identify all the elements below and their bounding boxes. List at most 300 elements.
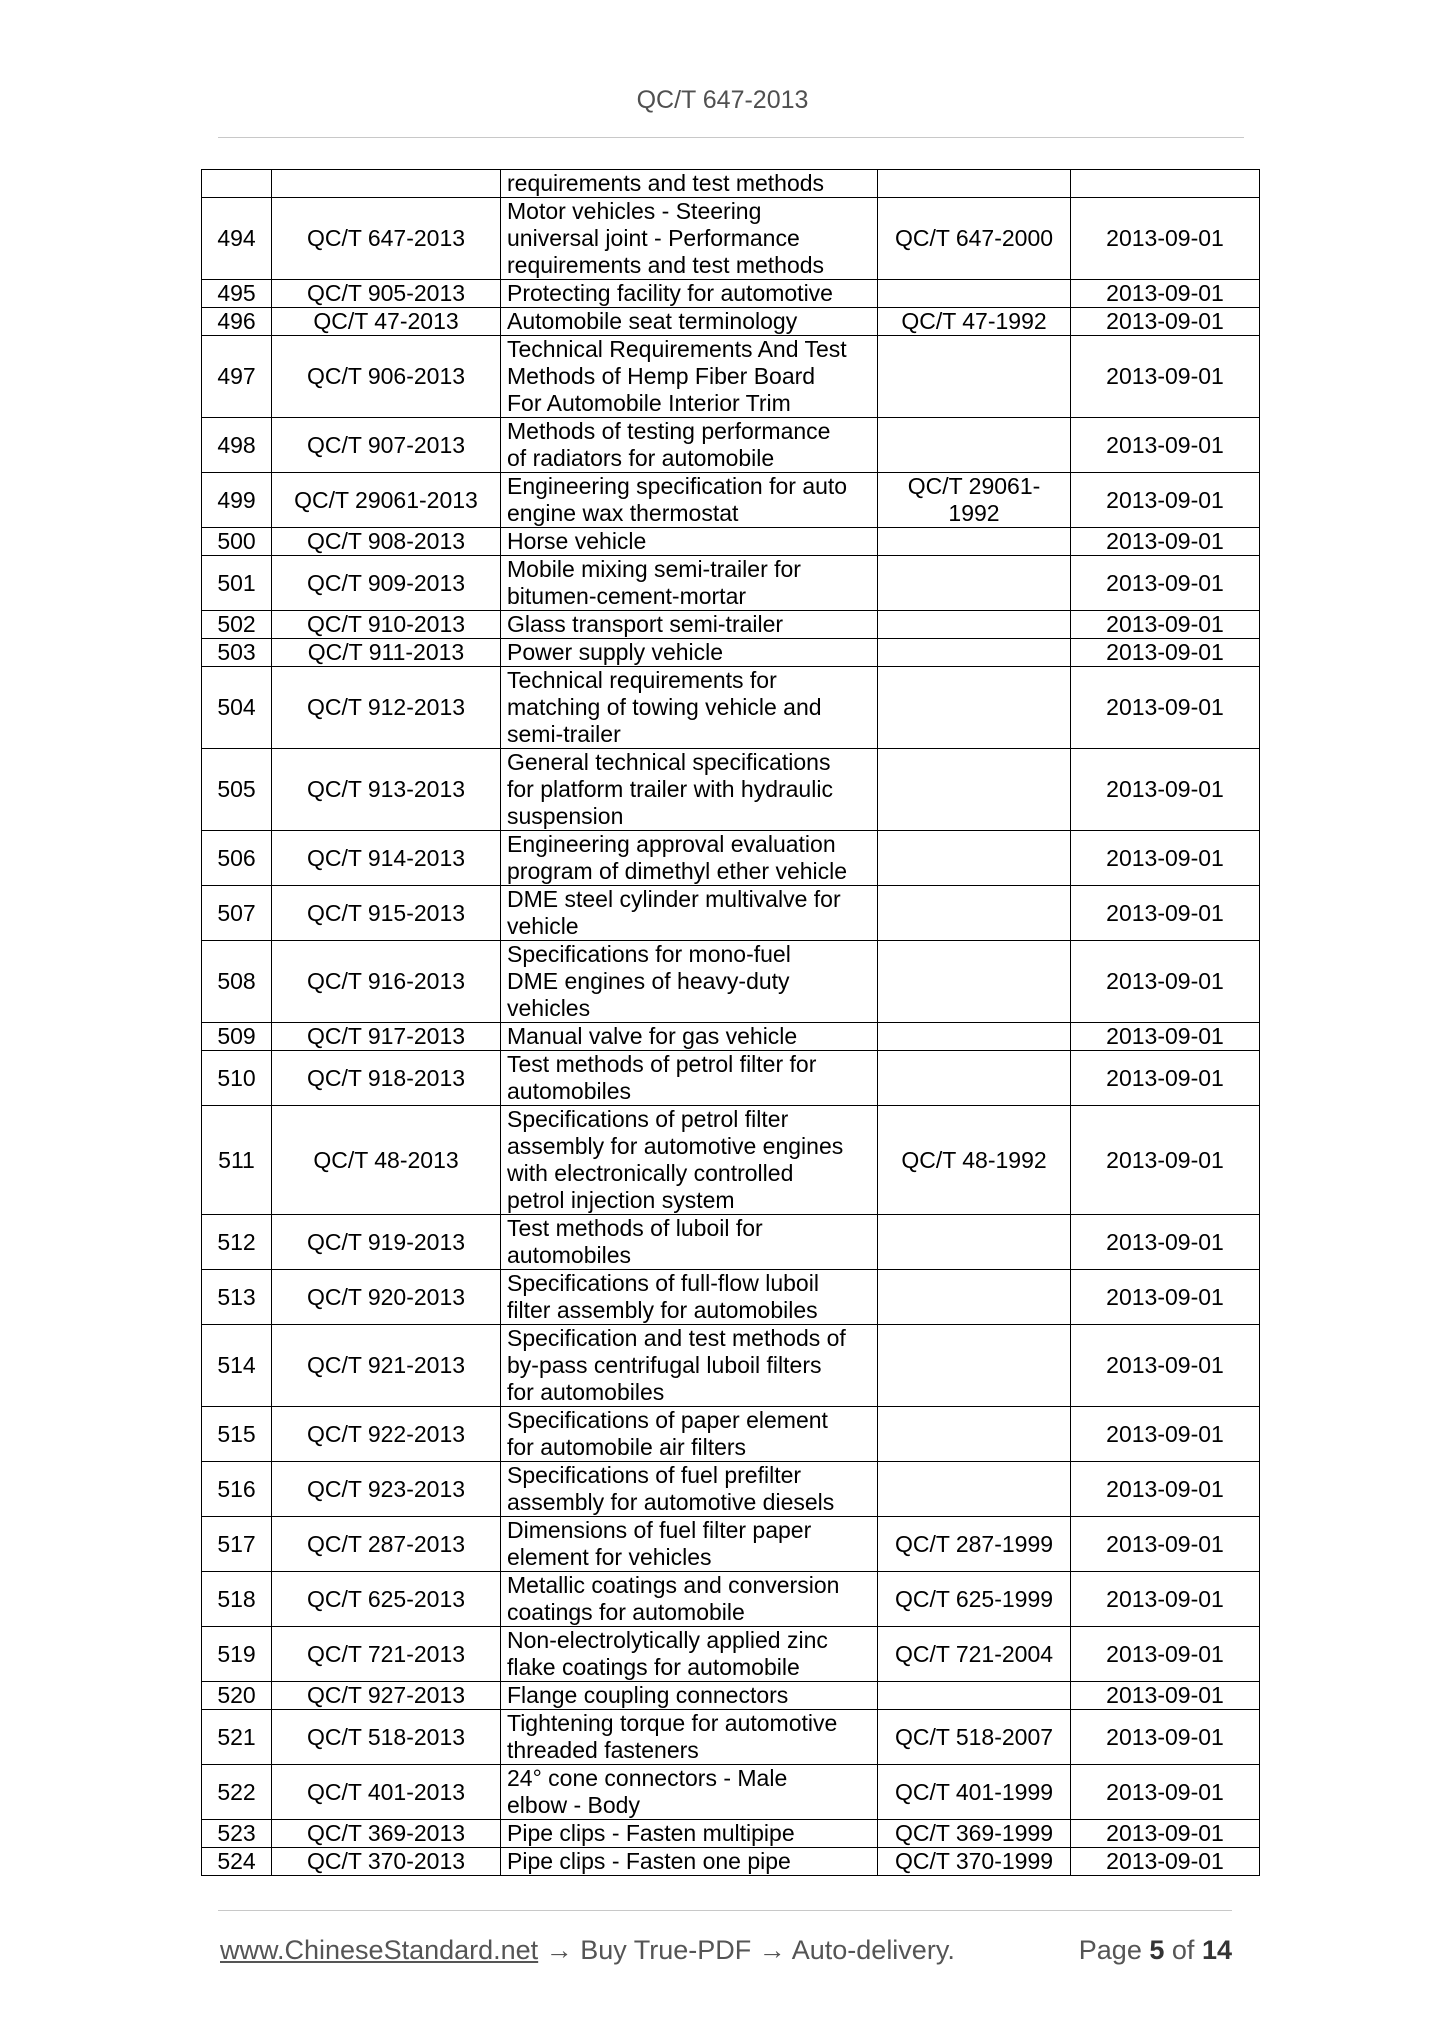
website-link[interactable]: www.ChineseStandard.net xyxy=(220,1935,539,1965)
standard-name-line: Tightening torque for automotive xyxy=(507,1710,838,1736)
row-number-cell xyxy=(202,1765,272,1820)
standard-name-cell xyxy=(501,1106,878,1215)
standard-code: QC/T 914-2013 xyxy=(306,844,466,871)
implementation-date: 2013-09-01 xyxy=(1106,776,1224,802)
implementation-date: 2013-09-01 xyxy=(1106,968,1224,994)
implementation-date-cell xyxy=(1071,1517,1260,1572)
table-row xyxy=(202,1023,1260,1051)
table-row xyxy=(202,1106,1260,1215)
standard-name-line: Pipe clips - Fasten multipipe xyxy=(507,1820,795,1846)
standard-code: QC/T 917-2013 xyxy=(306,1023,466,1049)
replaced-standard-cell xyxy=(878,1820,1071,1848)
row-number: 519 xyxy=(217,1640,256,1667)
implementation-date-cell xyxy=(1071,556,1260,611)
standard-name-line: Flange coupling connectors xyxy=(507,1682,789,1708)
row-number-cell xyxy=(202,1023,272,1051)
standard-code: QC/T 922-2013 xyxy=(306,1420,466,1447)
replaced-standard-cell xyxy=(878,336,1071,418)
row-number-cell xyxy=(202,1517,272,1572)
implementation-date: 2013-09-01 xyxy=(1106,1530,1224,1557)
standard-name-line: Glass transport semi-trailer xyxy=(507,611,784,637)
row-number: 502 xyxy=(217,611,256,637)
standards-table xyxy=(201,169,1260,1876)
standard-name-line: General technical specifications xyxy=(507,749,831,775)
implementation-date-cell xyxy=(1071,611,1260,639)
table-row xyxy=(202,473,1260,528)
standard-name-line: for automobiles xyxy=(507,1379,665,1405)
standard-name-cell xyxy=(501,749,878,831)
implementation-date: 2013-09-01 xyxy=(1106,639,1224,665)
standard-name-line: automobiles xyxy=(507,1242,632,1268)
replaced-standard-cell xyxy=(878,1682,1071,1710)
table-row xyxy=(202,831,1260,886)
row-number: 497 xyxy=(217,363,256,389)
standard-code-cell xyxy=(272,1106,501,1215)
standard-name-line: Specifications of paper element xyxy=(507,1407,828,1433)
standard-name-cell xyxy=(501,1215,878,1270)
standard-name-cell xyxy=(501,1820,878,1848)
table-row xyxy=(202,308,1260,336)
replaced-standard-line: QC/T 401-1999 xyxy=(894,1778,1054,1805)
table-row xyxy=(202,198,1260,280)
standard-code: QC/T 920-2013 xyxy=(306,1283,466,1310)
standard-name-line: for automobile air filters xyxy=(507,1434,747,1460)
replaced-standard-cell xyxy=(878,831,1071,886)
replaced-standard-line: QC/T 29061- xyxy=(907,473,1041,499)
row-number: 524 xyxy=(217,1848,256,1874)
replaced-standard-cell xyxy=(878,556,1071,611)
implementation-date-cell xyxy=(1071,336,1260,418)
table-row xyxy=(202,1407,1260,1462)
implementation-date: 2013-09-01 xyxy=(1106,280,1224,306)
implementation-date-cell xyxy=(1071,1462,1260,1517)
header-divider xyxy=(218,137,1244,138)
table-row xyxy=(202,611,1260,639)
implementation-date-cell xyxy=(1071,528,1260,556)
standard-name-cell xyxy=(501,556,878,611)
row-number-cell xyxy=(202,941,272,1023)
standard-code-cell xyxy=(272,1765,501,1820)
standard-name-cell xyxy=(501,1407,878,1462)
implementation-date-cell xyxy=(1071,418,1260,473)
table-row xyxy=(202,1517,1260,1572)
standard-code: QC/T 29061-2013 xyxy=(294,486,478,513)
standard-name-cell xyxy=(501,1682,878,1710)
standard-code: QC/T 911-2013 xyxy=(307,639,465,665)
implementation-date-cell xyxy=(1071,1051,1260,1106)
replaced-standard-line: QC/T 647-2000 xyxy=(894,225,1054,251)
row-number: 506 xyxy=(217,844,256,871)
replaced-standard-cell xyxy=(878,528,1071,556)
row-number: 521 xyxy=(217,1723,256,1750)
standard-code-cell xyxy=(272,611,501,639)
standard-name-line: assembly for automotive diesels xyxy=(507,1489,835,1515)
standard-code-cell xyxy=(272,1572,501,1627)
row-number: 508 xyxy=(217,968,256,994)
replaced-standard-cell xyxy=(878,1848,1071,1876)
implementation-date: 2013-09-01 xyxy=(1106,1420,1224,1447)
standard-code-cell xyxy=(272,198,501,280)
row-number-cell xyxy=(202,1682,272,1710)
row-number-cell xyxy=(202,1710,272,1765)
standard-code-cell xyxy=(272,886,501,941)
standard-code: QC/T 47-2013 xyxy=(313,308,459,334)
standard-code-cell xyxy=(272,941,501,1023)
row-number-cell xyxy=(202,1270,272,1325)
table-row xyxy=(202,1215,1260,1270)
footer-divider xyxy=(218,1910,1232,1911)
row-number-cell xyxy=(202,556,272,611)
standard-name-cell xyxy=(501,280,878,308)
standard-code: QC/T 401-2013 xyxy=(306,1778,466,1805)
row-number: 516 xyxy=(217,1475,256,1502)
implementation-date: 2013-09-01 xyxy=(1106,363,1224,389)
row-number-cell xyxy=(202,280,272,308)
standard-name-line: requirements and test methods xyxy=(507,170,825,196)
standard-name-line: Engineering specification for auto xyxy=(507,473,848,499)
table-row xyxy=(202,556,1260,611)
standard-code-cell xyxy=(272,749,501,831)
standard-code-cell xyxy=(272,473,501,528)
row-number-cell xyxy=(202,1820,272,1848)
implementation-date-cell xyxy=(1071,1572,1260,1627)
standard-code-cell xyxy=(272,1051,501,1106)
standard-name-line: Methods of testing performance xyxy=(507,418,831,444)
standard-code: QC/T 909-2013 xyxy=(306,569,466,596)
row-number-cell xyxy=(202,473,272,528)
standard-name-line: Technical Requirements And Test xyxy=(507,336,847,362)
implementation-date: 2013-09-01 xyxy=(1106,1640,1224,1667)
standard-name-line: Non-electrolytically applied zinc xyxy=(507,1627,828,1653)
standard-name-line: engine wax thermostat xyxy=(507,500,739,526)
row-number-cell xyxy=(202,1106,272,1215)
replaced-standard-cell xyxy=(878,280,1071,308)
replaced-standard-cell xyxy=(878,886,1071,941)
standard-name-cell xyxy=(501,198,878,280)
standard-name-cell xyxy=(501,1051,878,1106)
standard-code: QC/T 906-2013 xyxy=(306,363,466,389)
implementation-date-cell xyxy=(1071,886,1260,941)
implementation-date: 2013-09-01 xyxy=(1106,569,1224,596)
standard-name-line: coatings for automobile xyxy=(507,1599,745,1625)
implementation-date: 2013-09-01 xyxy=(1106,1283,1224,1310)
standard-name-line: Pipe clips - Fasten one pipe xyxy=(507,1848,791,1874)
row-number-cell xyxy=(202,1215,272,1270)
implementation-date: 2013-09-01 xyxy=(1106,1820,1224,1846)
replaced-standard-line: QC/T 625-1999 xyxy=(894,1585,1054,1612)
replaced-standard-cell xyxy=(878,1517,1071,1572)
implementation-date: 2013-09-01 xyxy=(1106,431,1224,458)
table-row xyxy=(202,1270,1260,1325)
implementation-date: 2013-09-01 xyxy=(1106,1723,1224,1750)
standard-code-cell xyxy=(272,170,501,198)
implementation-date-cell xyxy=(1071,1710,1260,1765)
row-number-cell xyxy=(202,1462,272,1517)
standard-name-line: Test methods of luboil for xyxy=(507,1215,763,1241)
implementation-date-cell xyxy=(1071,308,1260,336)
standard-code-cell xyxy=(272,1462,501,1517)
standard-name-cell xyxy=(501,418,878,473)
replaced-standard-cell xyxy=(878,1572,1071,1627)
row-number: 514 xyxy=(217,1352,256,1378)
standard-name-cell xyxy=(501,336,878,418)
standard-code-cell xyxy=(272,308,501,336)
standard-code: QC/T 915-2013 xyxy=(306,899,466,926)
standard-name-cell xyxy=(501,170,878,198)
standard-name-cell xyxy=(501,1627,878,1682)
replaced-standard-cell xyxy=(878,1023,1071,1051)
standard-code-cell xyxy=(272,1710,501,1765)
implementation-date-cell xyxy=(1071,1682,1260,1710)
table-row xyxy=(202,1325,1260,1407)
standard-name-line: program of dimethyl ether vehicle xyxy=(507,858,848,884)
standard-code-cell xyxy=(272,1023,501,1051)
standard-name-line: by-pass centrifugal luboil filters xyxy=(507,1352,822,1378)
standard-code: QC/T 910-2013 xyxy=(306,611,466,637)
implementation-date-cell xyxy=(1071,1820,1260,1848)
implementation-date-cell xyxy=(1071,280,1260,308)
standard-code-cell xyxy=(272,667,501,749)
row-number: 520 xyxy=(217,1682,256,1708)
standard-name-cell xyxy=(501,831,878,886)
row-number: 509 xyxy=(217,1023,256,1049)
table-row xyxy=(202,1627,1260,1682)
standard-code: QC/T 721-2013 xyxy=(306,1640,466,1667)
standard-name-line: Engineering approval evaluation xyxy=(507,831,836,857)
implementation-date: 2013-09-01 xyxy=(1106,694,1224,720)
standard-name-cell xyxy=(501,473,878,528)
table-row xyxy=(202,886,1260,941)
standard-name-line: universal joint - Performance xyxy=(507,225,800,251)
implementation-date-cell xyxy=(1071,941,1260,1023)
footer-promo xyxy=(220,1935,955,1966)
replaced-standard-cell xyxy=(878,749,1071,831)
implementation-date-cell xyxy=(1071,749,1260,831)
row-number-cell xyxy=(202,1572,272,1627)
page-total: 14 xyxy=(1201,1935,1232,1965)
replaced-standard-cell xyxy=(878,1270,1071,1325)
row-number-cell xyxy=(202,1627,272,1682)
row-number: 517 xyxy=(217,1530,256,1557)
standard-name-line: assembly for automotive engines xyxy=(507,1133,844,1159)
implementation-date: 2013-09-01 xyxy=(1106,1778,1224,1805)
implementation-date-cell xyxy=(1071,198,1260,280)
replaced-standard-cell xyxy=(878,418,1071,473)
implementation-date-cell xyxy=(1071,1106,1260,1215)
table-row xyxy=(202,1848,1260,1876)
replaced-standard-cell xyxy=(878,198,1071,280)
table-row xyxy=(202,639,1260,667)
replaced-standard-line: QC/T 48-1992 xyxy=(901,1146,1047,1173)
standard-code: QC/T 918-2013 xyxy=(306,1064,466,1091)
standard-name-line: Specification and test methods of xyxy=(507,1325,846,1351)
table-row xyxy=(202,1765,1260,1820)
implementation-date: 2013-09-01 xyxy=(1106,1475,1224,1502)
replaced-standard-line: QC/T 287-1999 xyxy=(894,1530,1054,1557)
replaced-standard-cell xyxy=(878,473,1071,528)
standard-name-line: Protecting facility for automotive xyxy=(507,280,833,306)
row-number: 495 xyxy=(217,280,256,306)
standard-name-line: Specifications of petrol filter xyxy=(507,1106,789,1132)
replaced-standard-cell xyxy=(878,1765,1071,1820)
row-number-cell xyxy=(202,886,272,941)
row-number: 505 xyxy=(217,776,256,802)
standard-name-line: threaded fasteners xyxy=(507,1737,699,1763)
standard-name-cell xyxy=(501,941,878,1023)
standard-code: QC/T 908-2013 xyxy=(306,528,466,554)
standard-name-line: Mobile mixing semi-trailer for xyxy=(507,556,801,582)
table-row xyxy=(202,667,1260,749)
standard-name-cell xyxy=(501,308,878,336)
table-row xyxy=(202,749,1260,831)
standard-code-cell xyxy=(272,1407,501,1462)
standard-name-line: DME steel cylinder multivalve for xyxy=(507,886,841,912)
replaced-standard-line: 1992 xyxy=(948,500,1000,526)
implementation-date-cell xyxy=(1071,1407,1260,1462)
row-number: 523 xyxy=(217,1820,256,1846)
implementation-date-cell xyxy=(1071,1765,1260,1820)
replaced-standard-cell xyxy=(878,1106,1071,1215)
standard-name-line: requirements and test methods xyxy=(507,252,825,278)
standard-name-line: Technical requirements for xyxy=(507,667,777,693)
row-number: 513 xyxy=(217,1283,256,1310)
standard-code: QC/T 48-2013 xyxy=(313,1146,459,1173)
standard-code: QC/T 913-2013 xyxy=(306,776,466,802)
standard-name-line: Methods of Hemp Fiber Board xyxy=(507,363,816,389)
standard-name-line: with electronically controlled xyxy=(507,1160,794,1186)
standard-name-line: for platform trailer with hydraulic xyxy=(507,776,833,802)
standard-name-line: Power supply vehicle xyxy=(507,639,724,665)
implementation-date: 2013-09-01 xyxy=(1106,1585,1224,1612)
standard-name-cell xyxy=(501,1710,878,1765)
implementation-date-cell xyxy=(1071,639,1260,667)
standard-name-line: suspension xyxy=(507,803,624,829)
standard-name-line: 24° cone connectors - Male xyxy=(507,1765,788,1791)
standard-code: QC/T 369-2013 xyxy=(306,1820,466,1846)
table-row xyxy=(202,1710,1260,1765)
row-number-cell xyxy=(202,170,272,198)
row-number: 496 xyxy=(217,308,256,334)
replaced-standard-cell xyxy=(878,1462,1071,1517)
replaced-standard-line: QC/T 721-2004 xyxy=(894,1640,1054,1667)
implementation-date-cell xyxy=(1071,1215,1260,1270)
standard-name-line: Manual valve for gas vehicle xyxy=(507,1023,798,1049)
table-row xyxy=(202,336,1260,418)
row-number-cell xyxy=(202,1051,272,1106)
standard-code-cell xyxy=(272,831,501,886)
replaced-standard-cell xyxy=(878,667,1071,749)
standard-code: QC/T 647-2013 xyxy=(306,225,466,251)
row-number: 515 xyxy=(217,1420,256,1447)
standard-code: QC/T 919-2013 xyxy=(306,1228,466,1255)
standard-name-cell xyxy=(501,886,878,941)
table-row xyxy=(202,418,1260,473)
row-number-cell xyxy=(202,667,272,749)
row-number-cell xyxy=(202,831,272,886)
implementation-date: 2013-09-01 xyxy=(1106,1352,1224,1378)
standard-code: QC/T 921-2013 xyxy=(306,1352,466,1378)
replaced-standard-cell xyxy=(878,1407,1071,1462)
page-word: Page xyxy=(1078,1935,1142,1965)
standard-name-cell xyxy=(501,1848,878,1876)
standard-code-cell xyxy=(272,1215,501,1270)
replaced-standard-cell xyxy=(878,1215,1071,1270)
standard-code-cell xyxy=(272,1517,501,1572)
standard-code-cell xyxy=(272,1820,501,1848)
row-number: 503 xyxy=(217,639,256,665)
standard-name-cell xyxy=(501,1572,878,1627)
table-row xyxy=(202,170,1260,198)
standard-code-cell xyxy=(272,1270,501,1325)
replaced-standard-cell xyxy=(878,1627,1071,1682)
standard-code: QC/T 518-2013 xyxy=(306,1723,466,1750)
row-number-cell xyxy=(202,611,272,639)
standard-name-line: Automobile seat terminology xyxy=(507,308,798,334)
standard-code-cell xyxy=(272,280,501,308)
standard-name-line: semi-trailer xyxy=(507,721,621,747)
footer-tagline: → Buy True-PDF → Auto-delivery. xyxy=(538,1935,955,1965)
standard-name-cell xyxy=(501,611,878,639)
standard-name-line: filter assembly for automobiles xyxy=(507,1297,818,1323)
row-number: 501 xyxy=(217,569,256,596)
standard-name-cell xyxy=(501,1023,878,1051)
row-number: 498 xyxy=(217,431,256,458)
standard-code-cell xyxy=(272,528,501,556)
standard-code-cell xyxy=(272,556,501,611)
standard-code-cell xyxy=(272,1325,501,1407)
implementation-date-cell xyxy=(1071,170,1260,198)
implementation-date-cell xyxy=(1071,1023,1260,1051)
standard-code-cell xyxy=(272,1682,501,1710)
implementation-date-cell xyxy=(1071,1325,1260,1407)
replaced-standard-cell xyxy=(878,308,1071,336)
implementation-date: 2013-09-01 xyxy=(1106,528,1224,554)
standard-code-cell xyxy=(272,336,501,418)
standard-name-cell xyxy=(501,1765,878,1820)
standard-code: QC/T 907-2013 xyxy=(306,431,466,458)
row-number: 500 xyxy=(217,528,256,554)
row-number-cell xyxy=(202,1325,272,1407)
row-number-cell xyxy=(202,198,272,280)
table-row xyxy=(202,528,1260,556)
implementation-date: 2013-09-01 xyxy=(1106,225,1224,251)
standard-name-line: DME engines of heavy-duty xyxy=(507,968,790,994)
replaced-standard-line: QC/T 47-1992 xyxy=(901,308,1047,334)
table-row xyxy=(202,1462,1260,1517)
standard-code: QC/T 287-2013 xyxy=(306,1530,466,1557)
replaced-standard-cell xyxy=(878,170,1071,198)
standard-code: QC/T 912-2013 xyxy=(306,694,466,720)
standard-name-line: Specifications of full-flow luboil xyxy=(507,1270,819,1296)
standard-name-line: Motor vehicles - Steering xyxy=(507,198,762,224)
page-of: of xyxy=(1171,1935,1195,1965)
implementation-date-cell xyxy=(1071,667,1260,749)
standard-name-line: Specifications for mono-fuel xyxy=(507,941,791,967)
standard-name-line: bitumen-cement-mortar xyxy=(507,583,747,609)
row-number: 494 xyxy=(217,225,256,251)
replaced-standard-line: QC/T 369-1999 xyxy=(894,1820,1054,1846)
standard-name-line: Metallic coatings and conversion xyxy=(507,1572,840,1598)
row-number: 511 xyxy=(218,1146,255,1173)
implementation-date-cell xyxy=(1071,473,1260,528)
implementation-date-cell xyxy=(1071,1848,1260,1876)
standard-code: QC/T 923-2013 xyxy=(306,1475,466,1502)
standard-name-cell xyxy=(501,639,878,667)
standard-name-line: vehicle xyxy=(507,913,579,939)
row-number: 510 xyxy=(217,1064,256,1091)
standard-code-cell xyxy=(272,1848,501,1876)
table-row xyxy=(202,1820,1260,1848)
